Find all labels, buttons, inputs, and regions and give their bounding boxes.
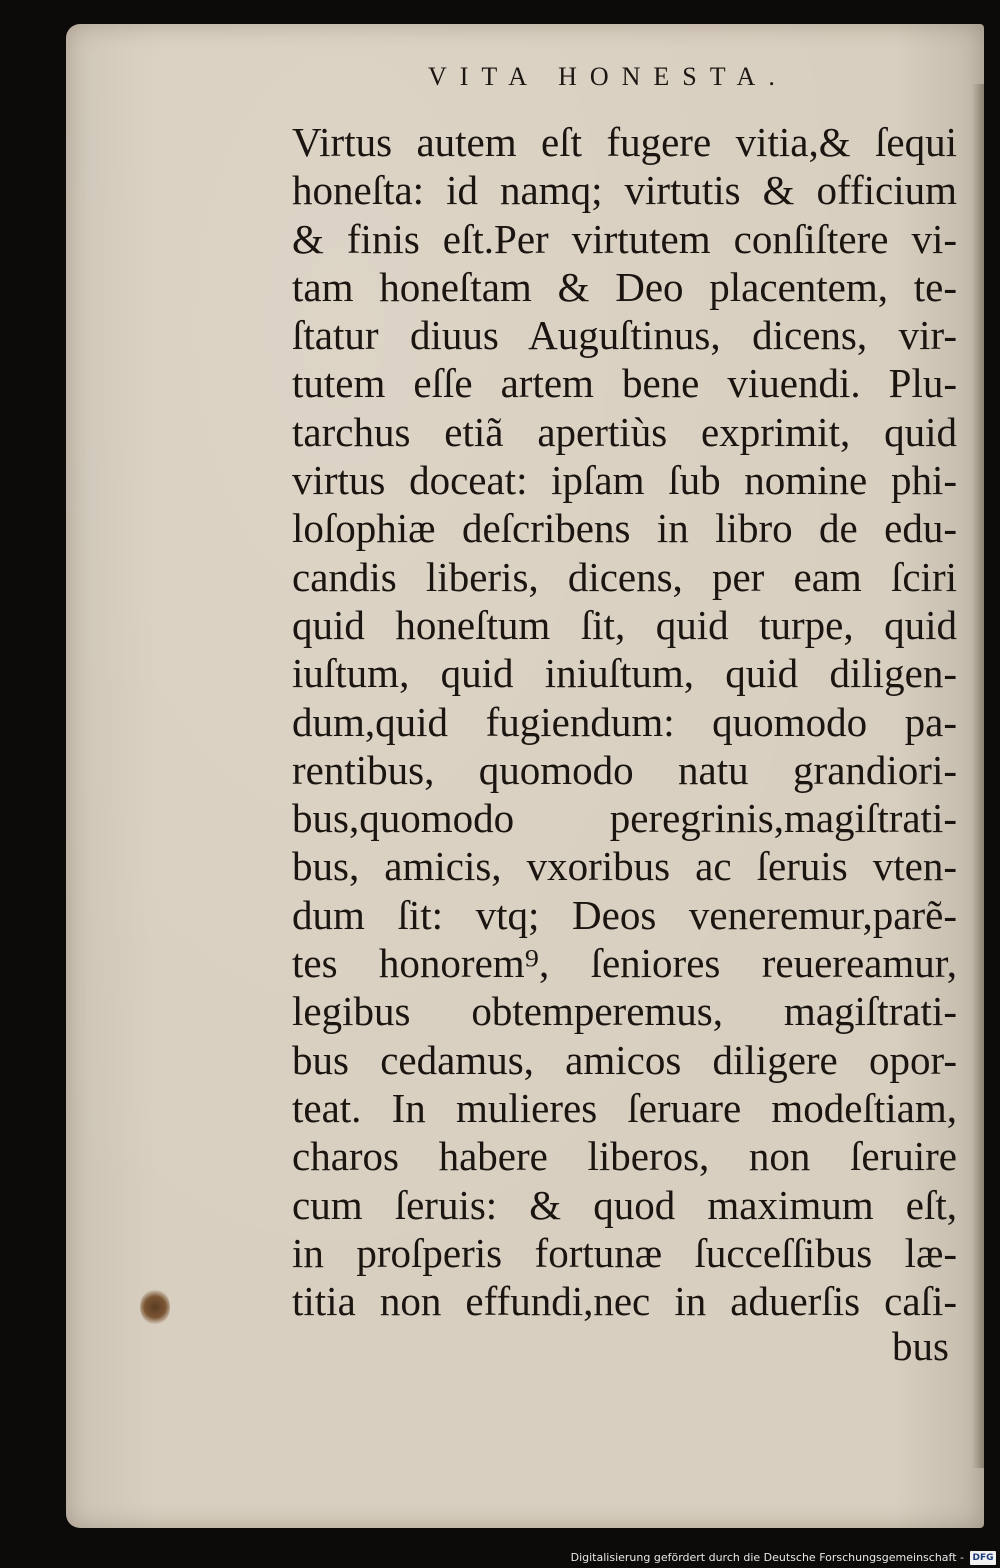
text-line: Virtus autem eſt fugere vitia,& ſequi <box>292 119 957 165</box>
text-line: teat. In mulieres ſeruare modeſtiam, <box>292 1084 957 1131</box>
text-line: honeſta: id namq; virtutis & officium <box>292 167 957 214</box>
text-line: rentibus, quomodo natu grandiori- <box>292 746 957 793</box>
text-line: titia non effundi,nec in aduerſis caſi- <box>292 1278 957 1325</box>
text-line: dum,quid fugiendum: quomodo pa- <box>292 698 957 745</box>
body-text <box>292 118 957 1325</box>
text-line: virtus doceat: ipſam ſub nomine phi- <box>292 457 957 504</box>
text-line: tam honeſtam & Deo placentem, te- <box>292 263 957 310</box>
text-line: candis liberis, dicens, per eam ſciri <box>292 553 957 600</box>
text-line: loſophiæ deſcribens in libro de edu- <box>292 505 957 552</box>
text-line: & finis eſt.Per virtutem conſiſtere vi- <box>292 215 957 262</box>
text-line: dum ſit: vtq; Deos veneremur,parẽ- <box>292 891 957 938</box>
dfg-logo: DFG <box>970 1551 996 1565</box>
text-line: tarchus etiã apertiùs exprimit, quid <box>292 408 957 455</box>
text-line: in proſperis fortunæ ſucceſſibus læ- <box>292 1229 957 1276</box>
text-line: ſtatur diuus Auguſtinus, dicens, vir- <box>292 312 957 359</box>
text-line: tutem eſſe artem bene viuendi. Plu- <box>292 360 957 407</box>
text-line: tes honorem⁹, ſeniores reuereamur, <box>292 940 957 987</box>
catchword: bus <box>892 1323 949 1369</box>
text-line: bus, amicis, vxoribus ac ſeruis vten- <box>292 843 957 890</box>
text-line: bus cedamus, amicos diligere opor- <box>292 1036 957 1083</box>
text-line: charos habere liberos, non ſeruire <box>292 1133 957 1180</box>
text-line: bus,quomodo peregrinis,magiſtrati- <box>292 795 957 842</box>
ink-stain <box>140 1289 170 1325</box>
text-line: cum ſeruis: & quod maximum eſt, <box>292 1181 957 1228</box>
text-line: quid honeſtum ſit, quid turpe, quid <box>292 601 957 648</box>
page-edge-shadow <box>972 84 984 1468</box>
running-head: VITA HONESTA. <box>428 62 788 91</box>
digitization-credit: Digitalisierung gefördert durch die Deutsche Forschungsgemeinschaft - <box>570 1551 964 1564</box>
text-line: iuſtum, quid iniuſtum, quid diligen- <box>292 650 957 697</box>
text-line: legibus obtemperemus, magiſtrati- <box>292 988 957 1035</box>
